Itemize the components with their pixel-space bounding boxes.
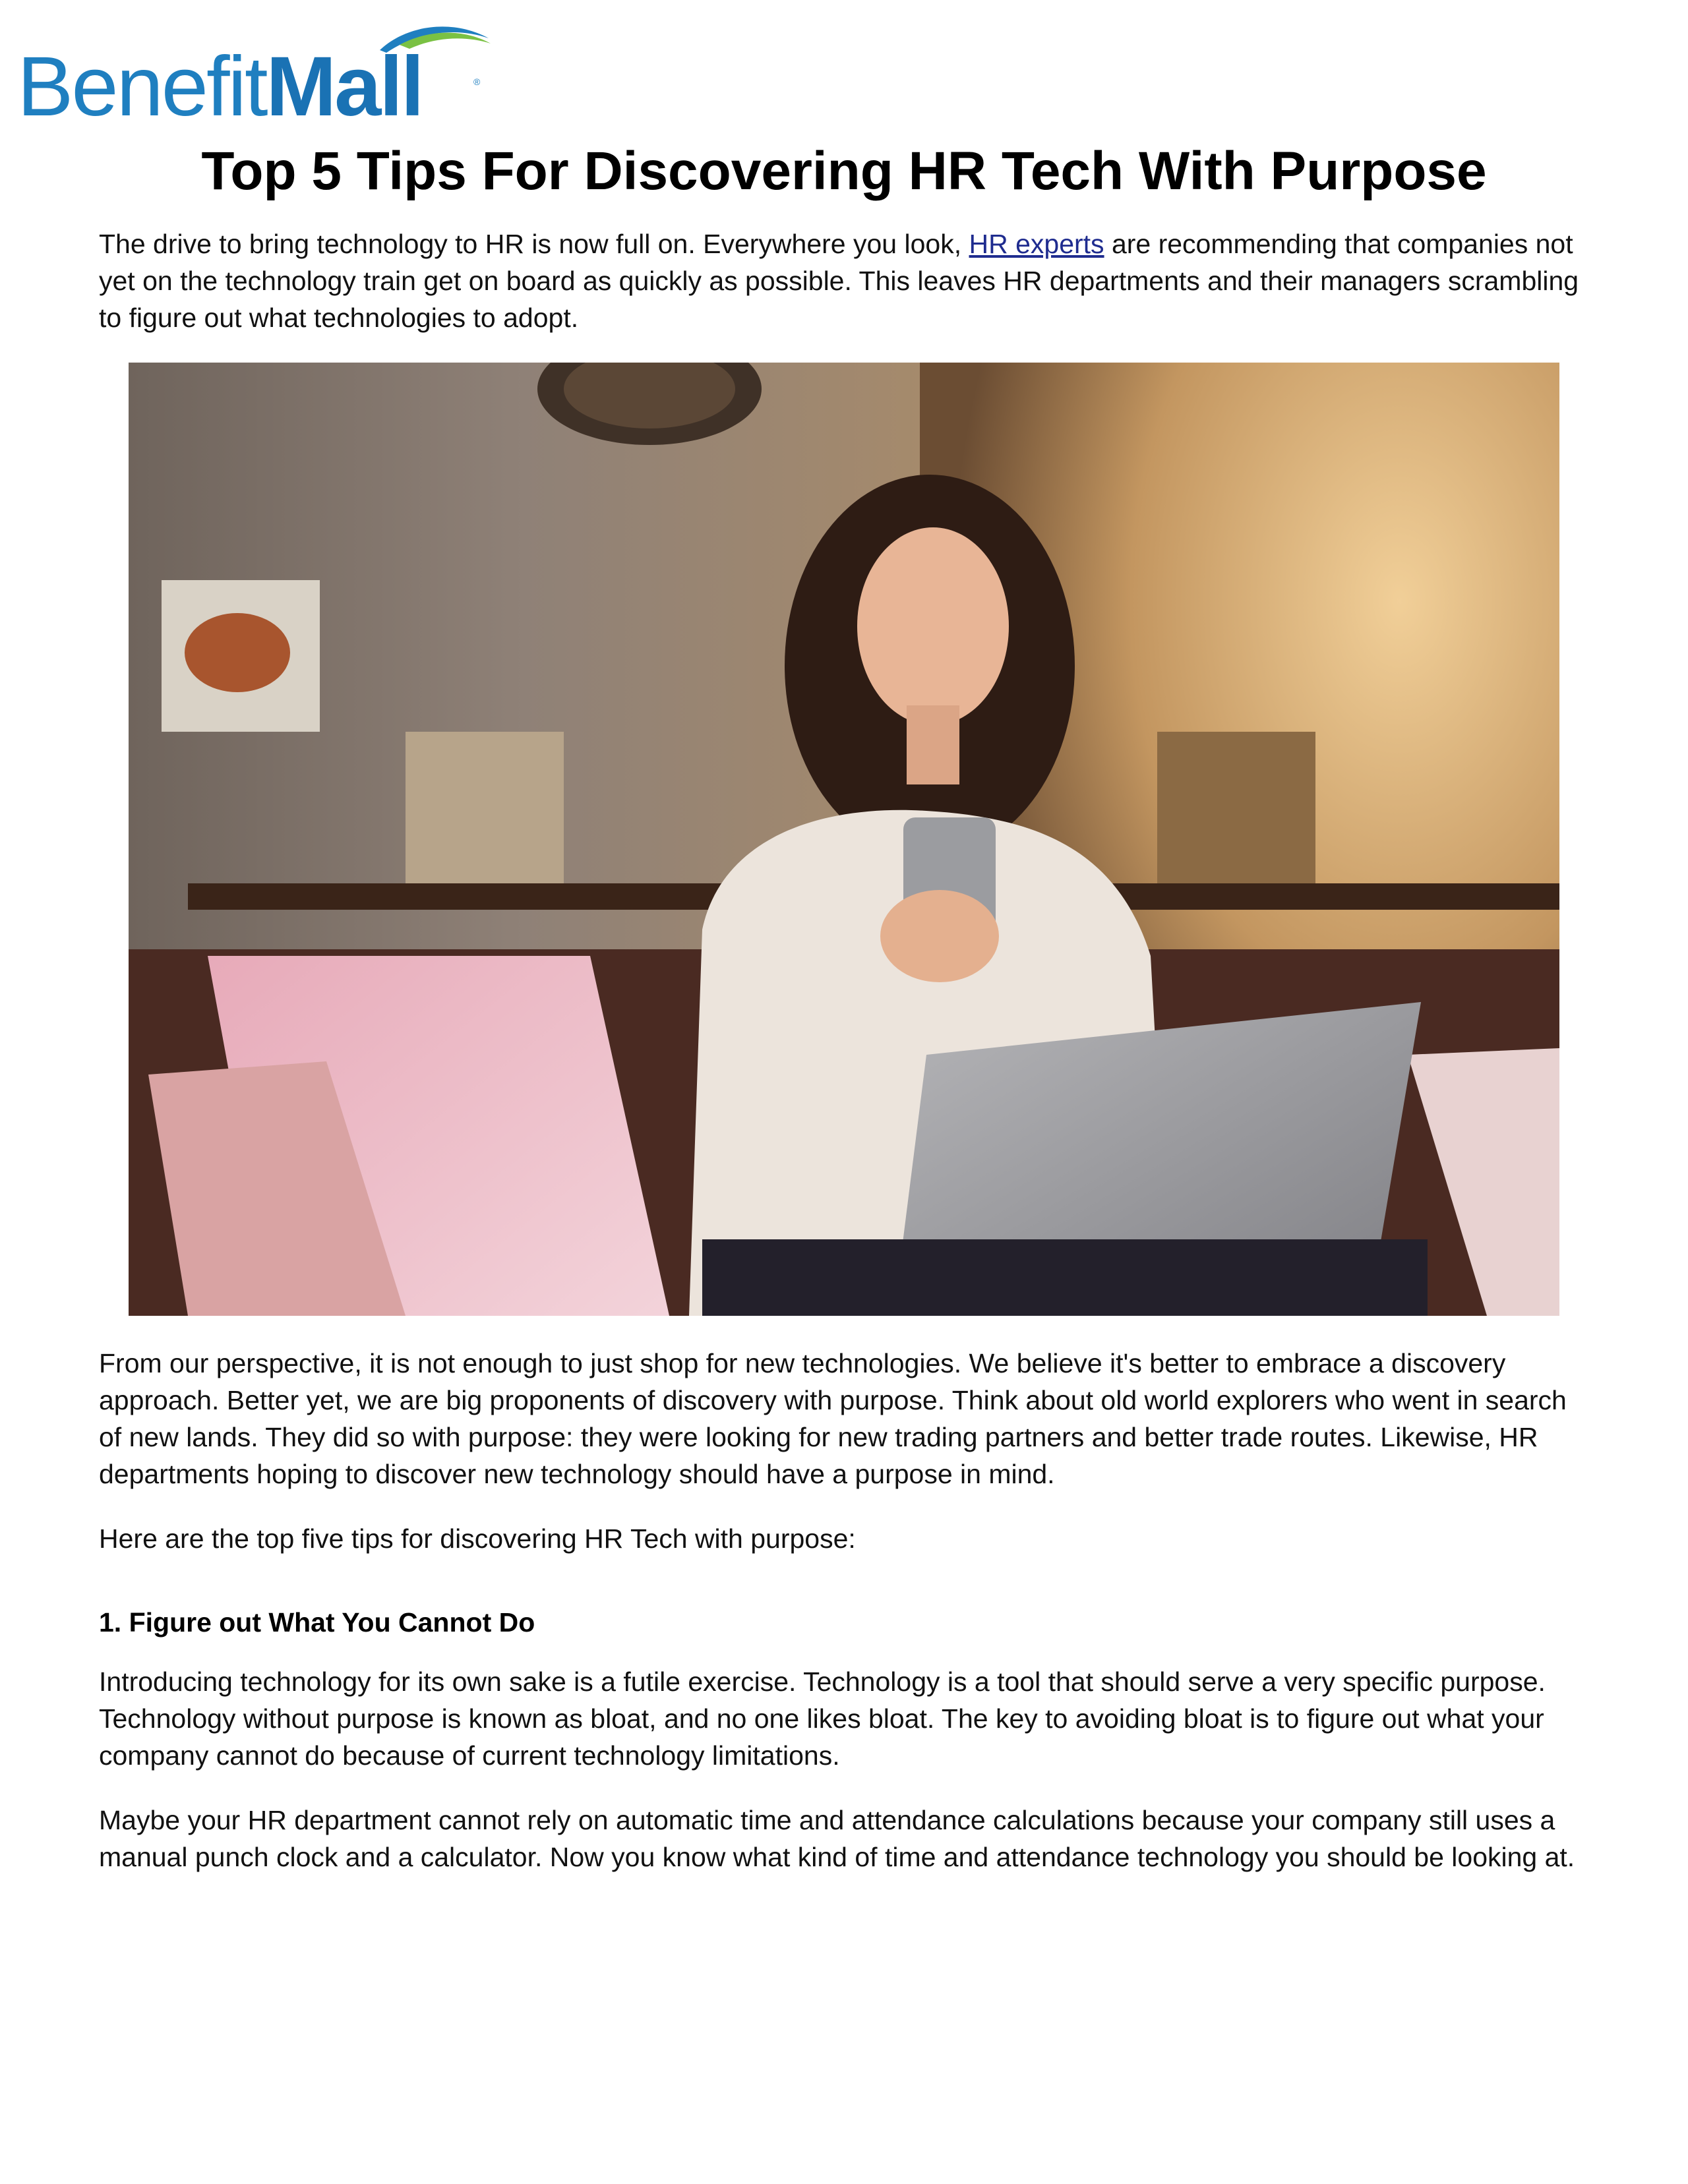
intro-paragraph: The drive to bring technology to HR is now full on. Everywhere you look, HR experts are recommending that companies not yet on the technology train get on board as quickly as possible. This leaves HR departments and their managers scrambling to figure out what technologies to adopt. [99,229,1579,333]
photo-illustration [129,363,1559,1316]
logo-trademark: ® [473,76,481,87]
benefitmall-logo [17,18,481,134]
perspective-paragraph: From our perspective, it is not enough to just shop for new technologies. We believe it's better to embrace a discovery approach. Better yet, we are big proponents of discovery with purpose. Think about old world explorers who went in search of new lands. They did so with purpose: they were looking for new trading partners and better trade routes. Likewise, HR departments hoping to discover new technology should have a purpose in mind. [99,1348,1567,1489]
tip1-paragraph-2: Maybe your HR department cannot rely on automatic time and attendance calculations because your company still uses a manual punch clock and a calculator. Now you know what kind of time and attendance technology you should be looking at. [99,1805,1575,1872]
tip1-paragraph-1: Introducing technology for its own sake is a futile exercise. Technology is a tool that should serve a very specific purpose. Technology without purpose is known as bloat, and no one likes bloat. The key to avoiding bloat is to figure out what your company cannot do because of current technology limitations. [99,1667,1546,1771]
tips-intro-paragraph: Here are the top five tips for discovering HR Tech with purpose: [99,1523,856,1554]
woman-with-phone-and-laptop-photo [129,363,1559,1316]
page-title: Top 5 Tips For Discovering HR Tech With Purpose [201,141,1487,201]
logo-wordmark: BenefitMall [17,40,423,134]
tip1-heading: 1. Figure out What You Cannot Do [99,1607,535,1638]
hr-experts-link[interactable]: HR experts [969,229,1104,259]
